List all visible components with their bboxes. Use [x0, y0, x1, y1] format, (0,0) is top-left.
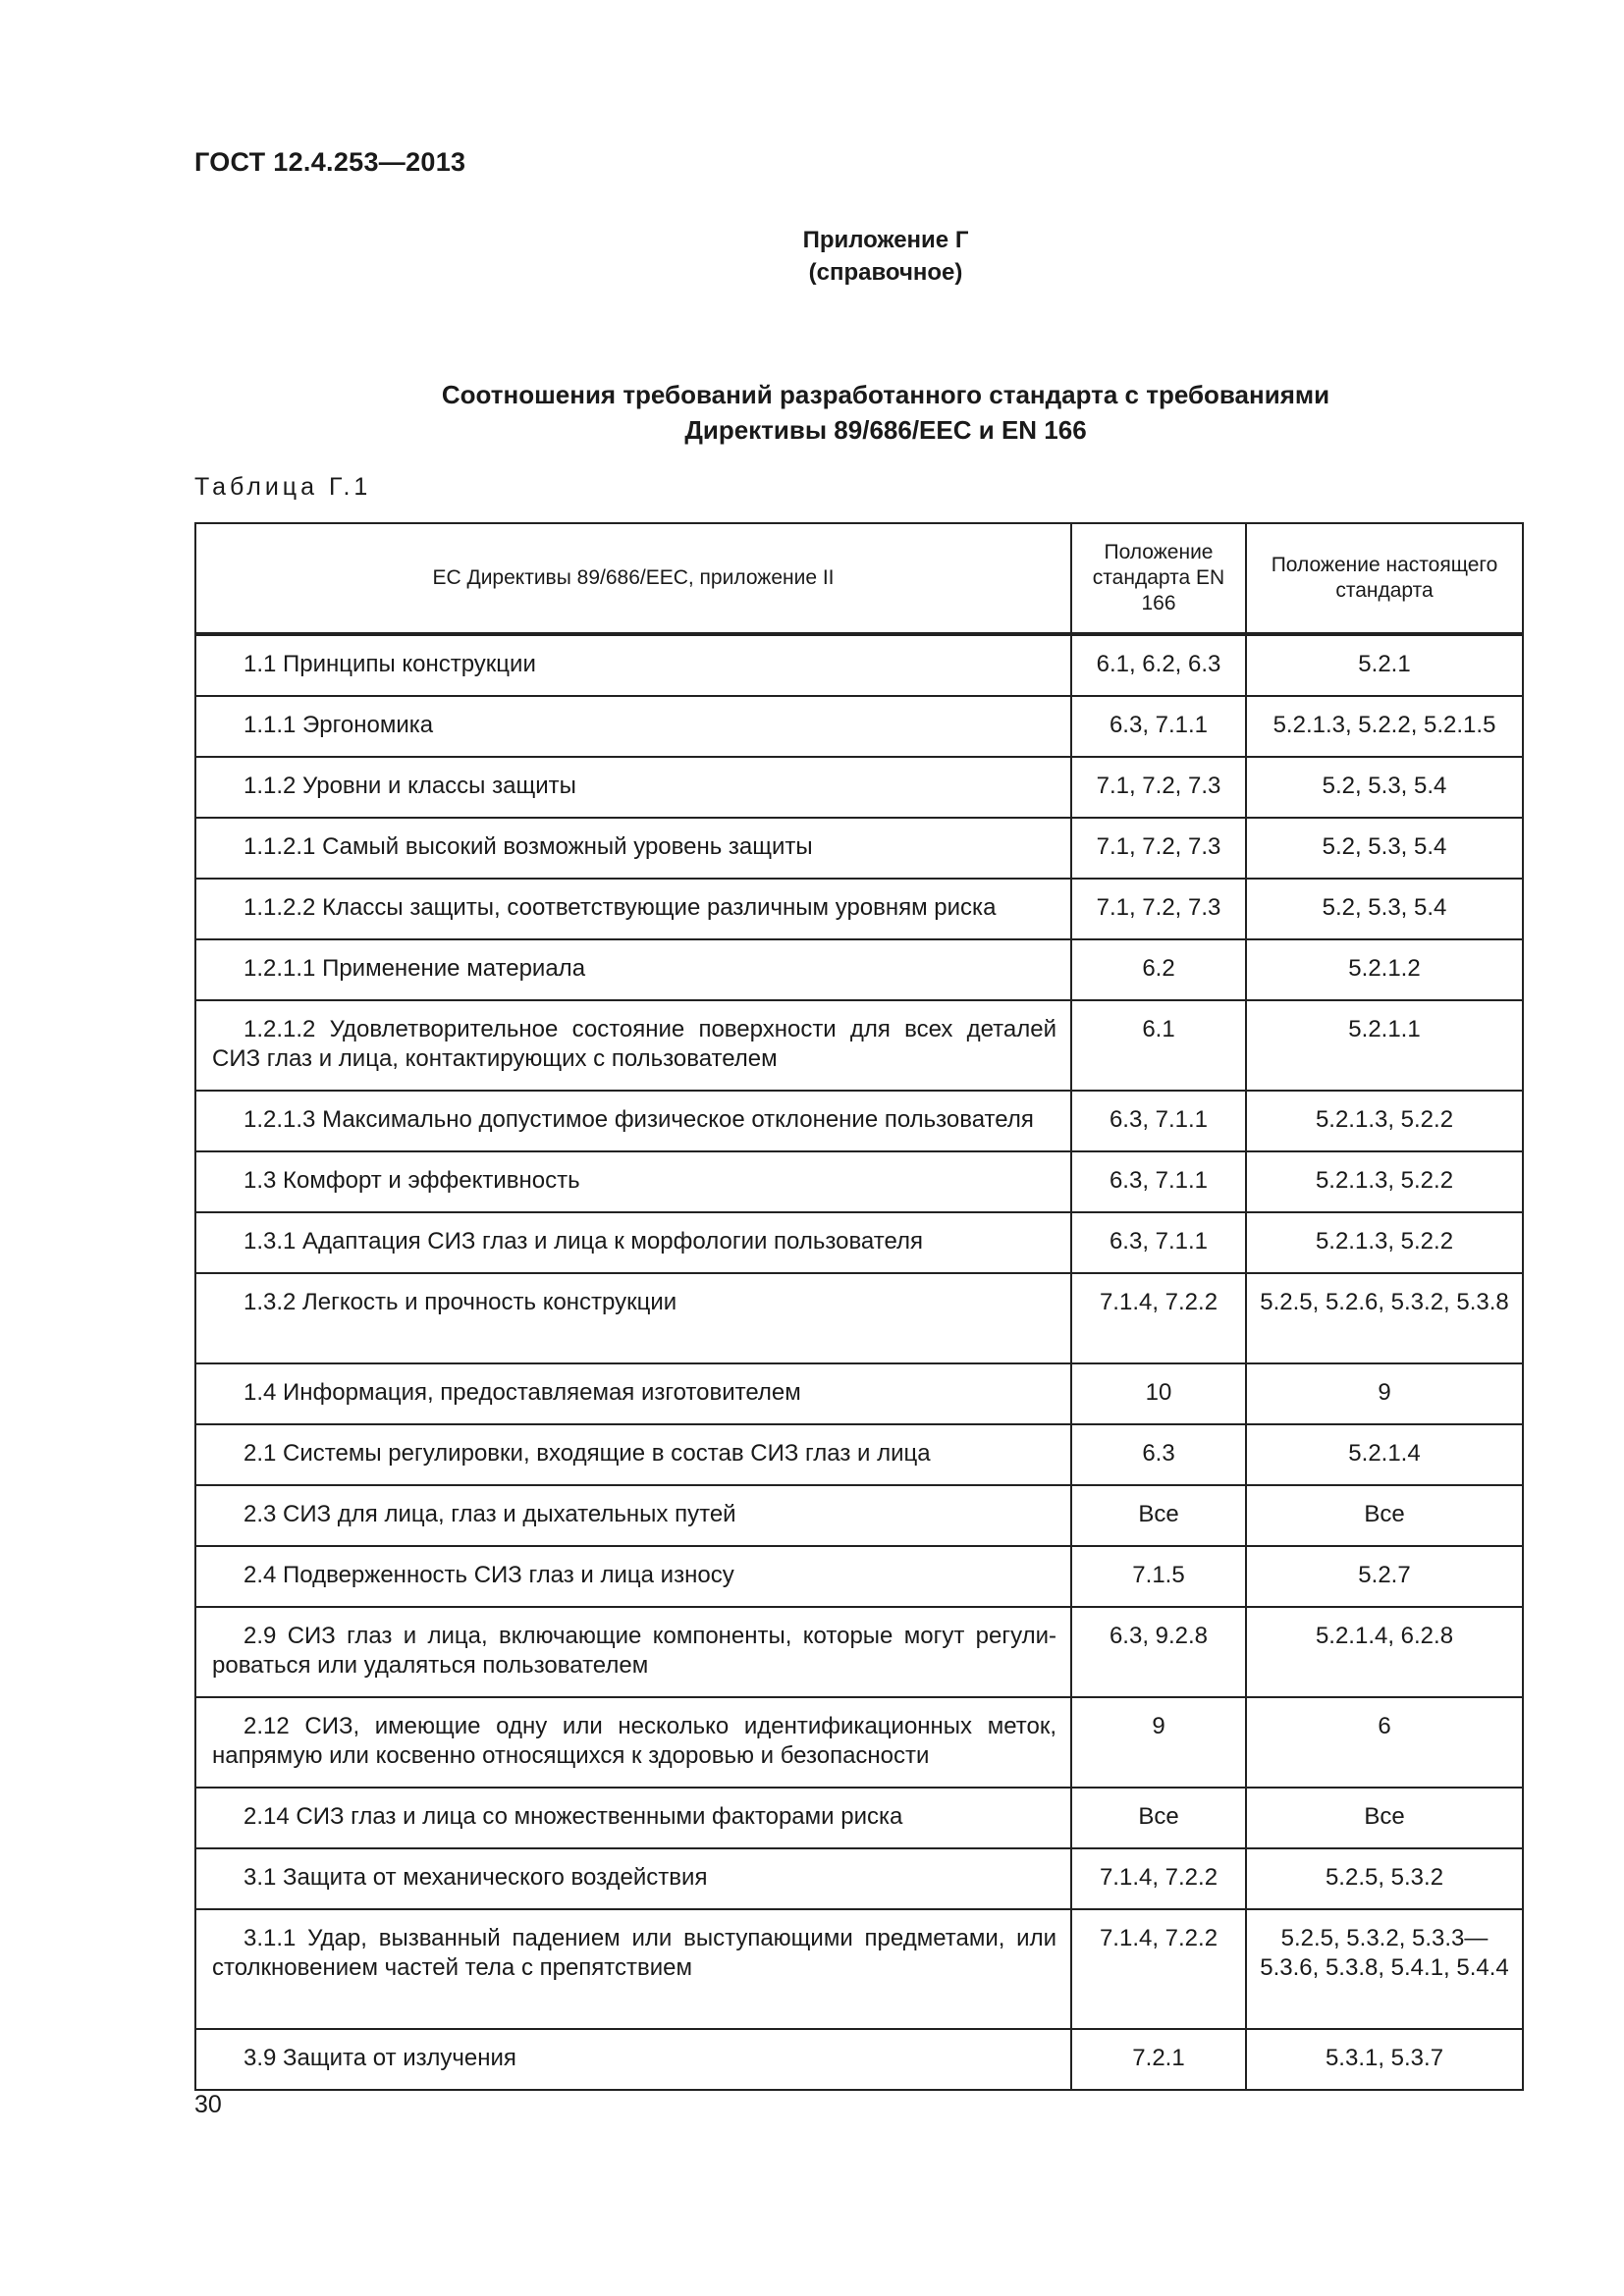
- requirement-cell: [195, 1697, 1071, 1788]
- standard-clause-cell: 5.2.1.3, 5.2.2: [1246, 1091, 1523, 1151]
- requirement-text: 1.3.1 Адаптация СИЗ глаз и лица к морфологии пользователя: [244, 1228, 924, 1255]
- en166-clause-cell: 6.2: [1071, 939, 1246, 1000]
- standard-clause-cell: Все: [1246, 1485, 1523, 1546]
- requirement-cell: [195, 1909, 1071, 2029]
- appendix-heading: [0, 224, 1624, 289]
- en166-clause-cell: 7.1.4, 7.2.2: [1071, 1848, 1246, 1909]
- standard-clause-cell: 5.2, 5.3, 5.4: [1246, 757, 1523, 818]
- table-row: [195, 818, 1523, 879]
- standard-clause-cell: 5.2.1.4, 6.2.8: [1246, 1607, 1523, 1697]
- requirement-cell: [195, 1151, 1071, 1212]
- header-this-standard: Положение настоящего стандарта: [1246, 523, 1523, 634]
- appendix-title: Приложение Г: [802, 227, 969, 253]
- appendix-type: (справочное): [808, 259, 963, 286]
- requirement-cell: [195, 1607, 1071, 1697]
- table-row: [195, 1091, 1523, 1151]
- requirement-text: 1.3.2 Легкость и прочность конструкции: [244, 1289, 677, 1315]
- standard-clause-cell: 5.2.1.2: [1246, 939, 1523, 1000]
- header-directive: ЕС Директивы 89/686/ЕЕС, приложение II: [195, 523, 1071, 634]
- table-row: [195, 1363, 1523, 1424]
- table-row: [195, 1788, 1523, 1848]
- table-row: [195, 696, 1523, 757]
- standard-clause-cell: 5.2.5, 5.3.2, 5.3.3—5.3.6, 5.3.8, 5.4.1, 5.4.4: [1246, 1909, 1523, 2029]
- table-row: [195, 879, 1523, 939]
- standard-clause-cell: 5.2.1.3, 5.2.2: [1246, 1151, 1523, 1212]
- table-row: [195, 1546, 1523, 1607]
- en166-clause-cell: Все: [1071, 1788, 1246, 1848]
- requirement-text: 2.4 Подверженность СИЗ глаз и лица износу: [244, 1562, 734, 1588]
- requirement-cell: [195, 2029, 1071, 2090]
- requirement-text: 1.1 Принципы конструкции: [244, 651, 536, 677]
- requirement-cell: [195, 1212, 1071, 1273]
- requirement-cell: [195, 1363, 1071, 1424]
- en166-clause-cell: 7.1.4, 7.2.2: [1071, 1909, 1246, 2029]
- en166-clause-cell: 6.3, 7.1.1: [1071, 1212, 1246, 1273]
- en166-clause-cell: 6.1, 6.2, 6.3: [1071, 634, 1246, 696]
- en166-clause-cell: 6.3, 7.1.1: [1071, 1151, 1246, 1212]
- en166-clause-cell: 7.2.1: [1071, 2029, 1246, 2090]
- requirement-cell: [195, 634, 1071, 696]
- requirement-cell: [195, 1788, 1071, 1848]
- table-row: [195, 939, 1523, 1000]
- requirement-cell: [195, 879, 1071, 939]
- requirement-text: 1.2.1.3 Максимально допустимое физическое отклонение пользователя: [244, 1106, 1034, 1133]
- table-row: [195, 1485, 1523, 1546]
- requirement-text: 2.1 Системы регулировки, входящие в состав СИЗ глаз и лица: [244, 1440, 931, 1467]
- requirement-cell: [195, 696, 1071, 757]
- header-en166: Положение стандарта EN 166: [1071, 523, 1246, 634]
- en166-clause-cell: 6.3, 9.2.8: [1071, 1607, 1246, 1697]
- en166-clause-cell: 6.1: [1071, 1000, 1246, 1091]
- en166-clause-cell: 7.1.4, 7.2.2: [1071, 1273, 1246, 1363]
- en166-clause-cell: 6.3, 7.1.1: [1071, 1091, 1246, 1151]
- en166-clause-cell: 6.3: [1071, 1424, 1246, 1485]
- standard-clause-cell: 5.2, 5.3, 5.4: [1246, 818, 1523, 879]
- table-body: [195, 634, 1523, 2090]
- table-row: [195, 1848, 1523, 1909]
- en166-clause-cell: 6.3, 7.1.1: [1071, 696, 1246, 757]
- requirement-text: 1.2.1.1 Применение материала: [244, 955, 586, 982]
- requirement-text: 3.1.1 Удар, вызванный падением или выступающими предметами, или столкновением частей тела с препятствием: [212, 1925, 1056, 1981]
- en166-clause-cell: 7.1, 7.2, 7.3: [1071, 818, 1246, 879]
- correspondence-table: [194, 522, 1524, 2091]
- table-row: [195, 757, 1523, 818]
- document-id: ГОСТ 12.4.253—2013: [194, 147, 466, 177]
- table-row: [195, 1151, 1523, 1212]
- requirement-text: 1.1.2.1 Самый высокий возможный уровень защиты: [244, 833, 813, 860]
- table-header-row: [195, 523, 1523, 634]
- requirement-text: 1.4 Информация, предоставляемая изготовителем: [244, 1379, 801, 1406]
- requirement-text: 1.2.1.2 Удовлетворительное состояние поверхности для всех деталей СИЗ глаз и лица, контактирующих с пользователем: [212, 1016, 1056, 1072]
- standard-clause-cell: 6: [1246, 1697, 1523, 1788]
- table-row: [195, 1607, 1523, 1697]
- table-row: [195, 1000, 1523, 1091]
- requirement-cell: [195, 939, 1071, 1000]
- requirement-text: 2.12 СИЗ, имеющие одну или несколько идентификационных меток, напрямую или косвенно относящихся к здоровью и безопасности: [212, 1713, 1056, 1769]
- requirement-text: 1.1.2 Уровни и классы защиты: [244, 773, 576, 799]
- requirement-cell: [195, 1091, 1071, 1151]
- standard-clause-cell: 5.2.1: [1246, 634, 1523, 696]
- standard-clause-cell: 5.2.1.4: [1246, 1424, 1523, 1485]
- en166-clause-cell: Все: [1071, 1485, 1246, 1546]
- requirement-cell: [195, 757, 1071, 818]
- en166-clause-cell: 7.1, 7.2, 7.3: [1071, 757, 1246, 818]
- standard-clause-cell: 5.2.1.1: [1246, 1000, 1523, 1091]
- requirement-cell: [195, 1424, 1071, 1485]
- table-row: [195, 2029, 1523, 2090]
- en166-clause-cell: 9: [1071, 1697, 1246, 1788]
- requirement-text: 1.3 Комфорт и эффективность: [244, 1167, 580, 1194]
- table-row: [195, 1697, 1523, 1788]
- section-title-line-2: Директивы 89/686/ЕЕС и EN 166: [684, 415, 1087, 445]
- standard-clause-cell: 5.3.1, 5.3.7: [1246, 2029, 1523, 2090]
- section-title-line-1: Соотношения требований разработанного стандарта с требованиями: [441, 380, 1330, 409]
- page-number: 30: [194, 2091, 222, 2118]
- standard-clause-cell: 5.2.7: [1246, 1546, 1523, 1607]
- en166-clause-cell: 10: [1071, 1363, 1246, 1424]
- requirement-cell: [195, 1485, 1071, 1546]
- requirement-cell: [195, 1848, 1071, 1909]
- section-title: [0, 377, 1624, 448]
- table-row: [195, 1424, 1523, 1485]
- standard-clause-cell: 9: [1246, 1363, 1523, 1424]
- requirement-text: 2.9 СИЗ глаз и лица, включающие компоненты, которые могут регули-роваться или удаляться пользователем: [212, 1623, 1056, 1679]
- standard-clause-cell: 5.2.1.3, 5.2.2: [1246, 1212, 1523, 1273]
- table-row: [195, 1909, 1523, 2029]
- table-row: [195, 1212, 1523, 1273]
- requirement-cell: [195, 818, 1071, 879]
- requirement-text: 1.1.1 Эргономика: [244, 712, 434, 738]
- requirement-cell: [195, 1546, 1071, 1607]
- standard-clause-cell: 5.2, 5.3, 5.4: [1246, 879, 1523, 939]
- en166-clause-cell: 7.1, 7.2, 7.3: [1071, 879, 1246, 939]
- en166-clause-cell: 7.1.5: [1071, 1546, 1246, 1607]
- table-row: [195, 1273, 1523, 1363]
- table-row: [195, 634, 1523, 696]
- requirement-text: 2.3 СИЗ для лица, глаз и дыхательных путей: [244, 1501, 736, 1527]
- standard-clause-cell: Все: [1246, 1788, 1523, 1848]
- standard-clause-cell: 5.2.5, 5.3.2: [1246, 1848, 1523, 1909]
- standard-clause-cell: 5.2.5, 5.2.6, 5.3.2, 5.3.8: [1246, 1273, 1523, 1363]
- requirement-text: 3.9 Защита от излучения: [244, 2045, 516, 2071]
- requirement-cell: [195, 1000, 1071, 1091]
- table-label: Таблица Г.1: [194, 473, 372, 501]
- requirement-text: 3.1 Защита от механического воздействия: [244, 1864, 708, 1891]
- requirement-text: 2.14 СИЗ глаз и лица со множественными факторами риска: [244, 1803, 903, 1830]
- requirement-text: 1.1.2.2 Классы защиты, соответствующие различным уровням риска: [244, 894, 997, 921]
- standard-clause-cell: 5.2.1.3, 5.2.2, 5.2.1.5: [1246, 696, 1523, 757]
- requirement-cell: [195, 1273, 1071, 1363]
